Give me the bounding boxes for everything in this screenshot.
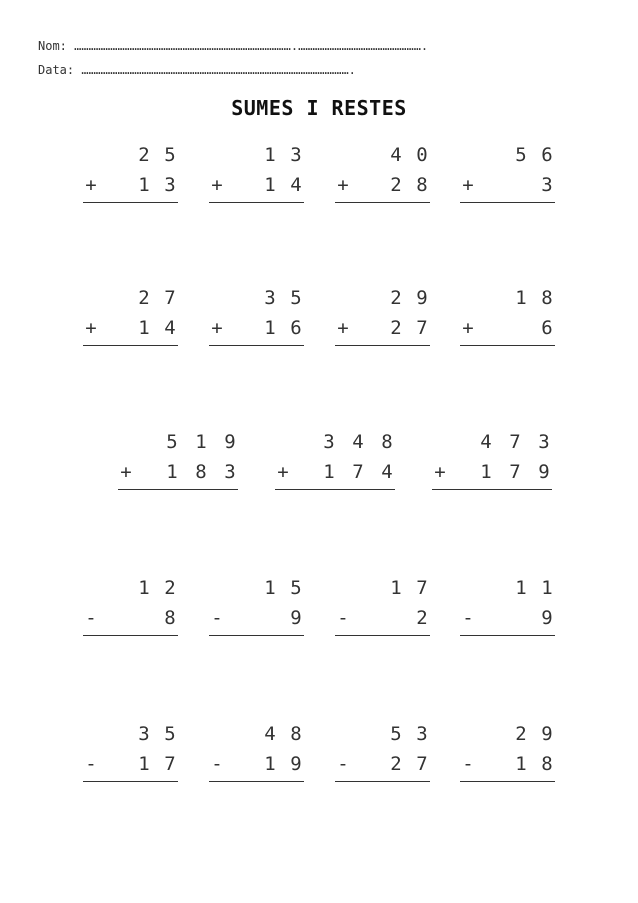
name-label: Nom: — [38, 39, 67, 53]
bottom-number: 1 8 — [515, 753, 553, 775]
exercise-5-3 — [335, 719, 430, 782]
date-label: Data: — [38, 63, 75, 77]
exercise-3-3 — [432, 427, 552, 490]
minus-sign: - — [462, 753, 474, 775]
exercise-5-4 — [460, 719, 555, 782]
top-number: 3 5 — [138, 723, 176, 745]
exercise-2-2 — [209, 283, 304, 346]
bottom-number: 1 7 — [138, 753, 176, 775]
bottom-number: 1 3 — [138, 174, 176, 196]
bottom-number: 9 — [290, 607, 302, 629]
top-number: 1 2 — [138, 577, 176, 599]
plus-sign: + — [337, 317, 349, 339]
answer-line[interactable] — [83, 635, 178, 636]
exercise-5-1 — [83, 719, 178, 782]
answer-line[interactable] — [335, 345, 430, 346]
bottom-number: 8 — [164, 607, 176, 629]
plus-sign: + — [462, 174, 474, 196]
answer-line[interactable] — [460, 202, 555, 203]
answer-line[interactable] — [83, 202, 178, 203]
plus-sign: + — [85, 174, 97, 196]
exercise-4-4 — [460, 573, 555, 636]
bottom-number: 2 7 — [390, 317, 428, 339]
plus-sign: + — [434, 461, 446, 483]
answer-line[interactable] — [432, 489, 552, 490]
plus-sign: + — [277, 461, 289, 483]
bottom-number: 2 7 — [390, 753, 428, 775]
top-number: 3 4 8 — [323, 431, 393, 453]
answer-line[interactable] — [460, 781, 555, 782]
answer-line[interactable] — [460, 345, 555, 346]
minus-sign: - — [337, 753, 349, 775]
answer-line[interactable] — [209, 202, 304, 203]
exercise-4-2 — [209, 573, 304, 636]
exercise-4-1 — [83, 573, 178, 636]
top-number: 4 8 — [264, 723, 302, 745]
exercise-1-4 — [460, 140, 555, 203]
bottom-number: 2 — [416, 607, 428, 629]
top-number: 1 5 — [264, 577, 302, 599]
bottom-number: 1 8 3 — [166, 461, 236, 483]
plus-sign: + — [337, 174, 349, 196]
answer-line[interactable] — [209, 635, 304, 636]
exercise-1-3 — [335, 140, 430, 203]
answer-line[interactable] — [209, 345, 304, 346]
minus-sign: - — [85, 607, 97, 629]
top-number: 4 0 — [390, 144, 428, 166]
exercise-2-4 — [460, 283, 555, 346]
exercise-3-1 — [118, 427, 238, 490]
plus-sign: + — [462, 317, 474, 339]
answer-line[interactable] — [335, 635, 430, 636]
minus-sign: - — [211, 607, 223, 629]
plus-sign: + — [120, 461, 132, 483]
top-number: 1 8 — [515, 287, 553, 309]
top-number: 2 7 — [138, 287, 176, 309]
top-number: 5 3 — [390, 723, 428, 745]
answer-line[interactable] — [460, 635, 555, 636]
top-number: 1 7 — [390, 577, 428, 599]
answer-line[interactable] — [83, 781, 178, 782]
exercise-3-2 — [275, 427, 395, 490]
bottom-number: 1 6 — [264, 317, 302, 339]
bottom-number: 1 4 — [138, 317, 176, 339]
answer-line[interactable] — [275, 489, 395, 490]
top-number: 2 5 — [138, 144, 176, 166]
exercise-2-3 — [335, 283, 430, 346]
top-number: 1 1 — [515, 577, 553, 599]
minus-sign: - — [337, 607, 349, 629]
exercise-1-1 — [83, 140, 178, 203]
date-dotted-line: …………………………………………………………………………………………………. — [81, 63, 356, 77]
bottom-number: 1 7 4 — [323, 461, 393, 483]
bottom-number: 1 4 — [264, 174, 302, 196]
bottom-number: 6 — [541, 317, 553, 339]
top-number: 5 6 — [515, 144, 553, 166]
plus-sign: + — [211, 317, 223, 339]
name-dotted-line: ……………………………………………………………………………….……………………………………………. — [74, 39, 429, 53]
bottom-number: 9 — [541, 607, 553, 629]
top-number: 4 7 3 — [480, 431, 550, 453]
top-number: 3 5 — [264, 287, 302, 309]
exercise-2-1 — [83, 283, 178, 346]
worksheet-title: SUMES I RESTES — [231, 96, 407, 120]
top-number: 2 9 — [390, 287, 428, 309]
exercise-5-2 — [209, 719, 304, 782]
minus-sign: - — [211, 753, 223, 775]
minus-sign: - — [462, 607, 474, 629]
answer-line[interactable] — [209, 781, 304, 782]
bottom-number: 1 9 — [264, 753, 302, 775]
bottom-number: 2 8 — [390, 174, 428, 196]
date-field[interactable] — [38, 62, 356, 78]
answer-line[interactable] — [118, 489, 238, 490]
exercise-1-2 — [209, 140, 304, 203]
exercise-4-3 — [335, 573, 430, 636]
plus-sign: + — [85, 317, 97, 339]
answer-line[interactable] — [335, 781, 430, 782]
bottom-number: 1 7 9 — [480, 461, 550, 483]
name-field[interactable] — [38, 38, 428, 54]
top-number: 2 9 — [515, 723, 553, 745]
bottom-number: 3 — [541, 174, 553, 196]
top-number: 5 1 9 — [166, 431, 236, 453]
top-number: 1 3 — [264, 144, 302, 166]
answer-line[interactable] — [83, 345, 178, 346]
minus-sign: - — [85, 753, 97, 775]
plus-sign: + — [211, 174, 223, 196]
answer-line[interactable] — [335, 202, 430, 203]
